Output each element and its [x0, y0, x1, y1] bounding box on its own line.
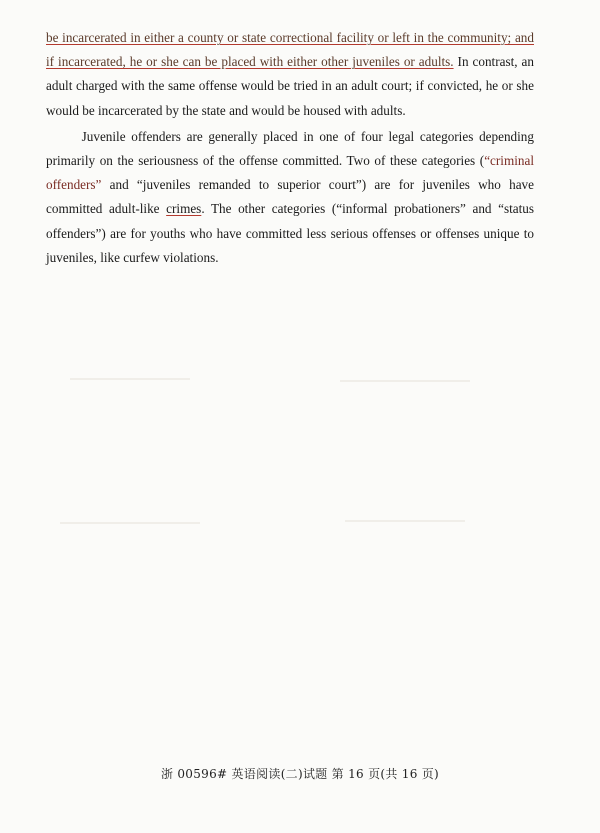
paragraph-1-text: In contrast, an adult charged with the same offense would be tried in an adult court; if convicted, he or she would be incarcerated by the state and would be housed with adults.	[46, 54, 534, 118]
bleed-through-mark	[70, 378, 190, 380]
highlighted-term: “criminal offenders”	[46, 153, 534, 193]
bleed-through-mark	[345, 520, 465, 522]
underlined-word: crimes	[166, 201, 202, 217]
paragraph-2	[46, 125, 534, 270]
paragraph-2-text-b: and “juveniles remanded to superior court”) are for juveniles who have committed adult-like	[46, 177, 534, 217]
document-body	[46, 26, 534, 270]
paragraph-1	[46, 26, 534, 123]
page-footer: 浙 00596# 英语阅读(二)试题 第 16 页(共 16 页)	[160, 767, 440, 781]
paragraph-2-text-a: Juvenile offenders are generally placed in one of four legal categories depending primarily on the seriousness of the offense committed. Two of these categories (	[46, 128, 534, 169]
bleed-through-mark	[340, 380, 470, 382]
bleed-through-mark	[60, 522, 200, 524]
underlined-passage: be incarcerated in either a county or state correctional facility or left in the community; and if incarcerated, he or she can be placed with either other juveniles or adults.	[46, 30, 534, 70]
paragraph-2-text-c: . The other categories (“informal probationers” and “status offenders”) are for youths who have committed less serious offenses or offenses unique to juveniles, like curfew violations.	[46, 201, 535, 265]
